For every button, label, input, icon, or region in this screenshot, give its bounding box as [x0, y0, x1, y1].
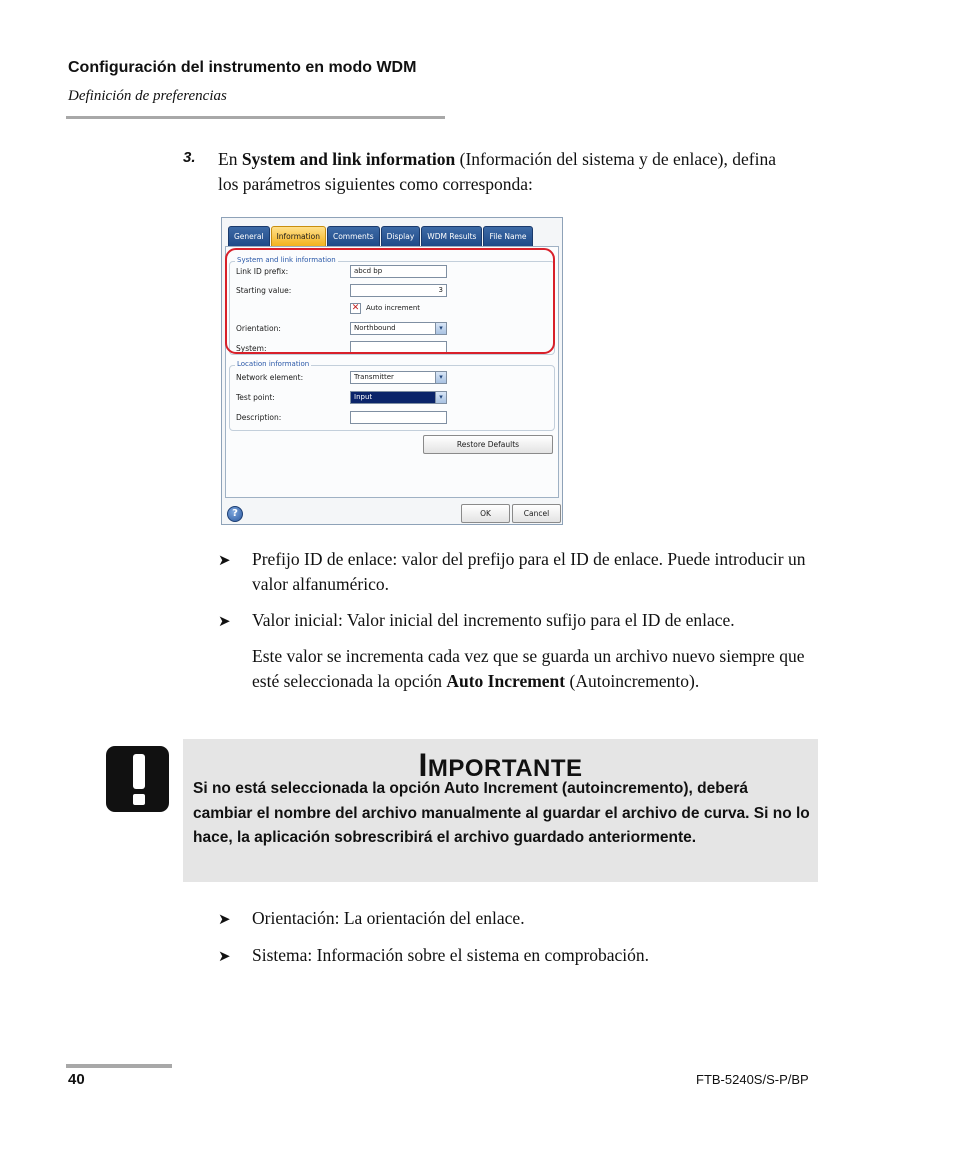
test-point-label: Test point:	[236, 393, 275, 402]
important-icon-bar	[133, 754, 145, 789]
chevron-down-icon: ▾	[435, 392, 446, 403]
link-prefix-label: Link ID prefix:	[236, 267, 289, 276]
restore-defaults-button[interactable]: Restore Defaults	[423, 435, 553, 454]
footer-rule	[66, 1064, 172, 1068]
bullet-starting-value: Valor inicial: Valor inicial del incremento sufijo para el ID de enlace.	[252, 610, 735, 630]
header-rule	[66, 116, 445, 119]
cancel-button[interactable]: Cancel	[512, 504, 561, 523]
tab-information[interactable]: Information	[271, 226, 326, 247]
network-element-value: Transmitter	[354, 373, 394, 381]
test-point-select[interactable]	[350, 391, 447, 404]
page-number: 40	[68, 1071, 85, 1088]
bullet-arrow-icon: ➤	[218, 553, 231, 569]
preferences-dialog	[221, 217, 563, 525]
step-number: 3.	[183, 149, 196, 166]
link-prefix-input[interactable]: abcd bp	[350, 265, 447, 278]
tab-comments[interactable]: Comments	[327, 226, 380, 247]
starting-value-input[interactable]: 3	[350, 284, 447, 297]
orientation-value: Northbound	[354, 324, 396, 332]
tab-bar	[228, 226, 534, 246]
ok-button[interactable]: OK	[461, 504, 510, 523]
test-point-value: Input	[354, 393, 373, 401]
footer-model: FTB-5240S/S-P/BP	[696, 1072, 809, 1087]
description-input[interactable]	[350, 411, 447, 424]
tab-wdm-results[interactable]: WDM Results	[421, 226, 482, 247]
highlight-frame	[225, 248, 555, 354]
bullet-system: Sistema: Información sobre el sistema en comprobación.	[252, 945, 650, 965]
bullet-orientation: Orientación: La orientación del enlace.	[252, 908, 525, 928]
location-group	[229, 360, 555, 431]
important-icon-dot	[133, 794, 145, 805]
running-header-title: Configuración del instrumento en modo WDM	[68, 59, 417, 76]
auto-increment-checkbox[interactable]: ✕	[351, 303, 360, 313]
bullet-starting-value-note: Este valor se incrementa cada vez que se guarda un archivo nuevo siempre que esté seleccionada la opción Auto Increment (Autoincremento).	[252, 646, 805, 691]
system-label: System:	[236, 344, 267, 353]
chevron-down-icon: ▾	[435, 323, 446, 334]
network-element-select[interactable]	[350, 371, 447, 384]
bullet-arrow-icon: ➤	[218, 912, 231, 928]
bullet-arrow-icon: ➤	[218, 949, 231, 965]
description-label: Description:	[236, 413, 282, 422]
orientation-label: Orientation:	[236, 324, 281, 333]
important-title-initial: I	[418, 747, 428, 783]
bullet-link-prefix: Prefijo ID de enlace: valor del prefijo para el ID de enlace. Puede introducir un valor alfanumérico.	[252, 549, 806, 594]
important-text: Si no está seleccionada la opción Auto Increment (autoincremento), deberá cambiar el nombre del archivo manualmente al guardar el archivo de curva. Si no lo hace, la aplicación sobrescribirá el archivo guardado anteriormente.	[193, 780, 810, 846]
system-link-group-title: System and link information	[237, 256, 336, 264]
network-element-label: Network element:	[236, 373, 304, 382]
tab-file-name[interactable]: File Name	[483, 226, 532, 247]
starting-value-label: Starting value:	[236, 286, 292, 295]
step-text: En System and link information (Información del sistema y de enlace), defina los parámetros siguientes como corresponda:	[218, 149, 776, 194]
location-group-title: Location information	[237, 360, 310, 368]
important-title-rest: MPORTANTE	[427, 755, 583, 782]
tab-display[interactable]: Display	[381, 226, 421, 247]
important-notice	[183, 739, 818, 882]
tab-general[interactable]: General	[228, 226, 270, 247]
chevron-down-icon: ▾	[435, 372, 446, 383]
running-header-subtitle: Definición de preferencias	[68, 88, 227, 104]
bullet-arrow-icon: ➤	[218, 614, 231, 630]
help-icon[interactable]: ?	[227, 506, 243, 522]
auto-increment-label: Auto increment	[366, 304, 421, 312]
